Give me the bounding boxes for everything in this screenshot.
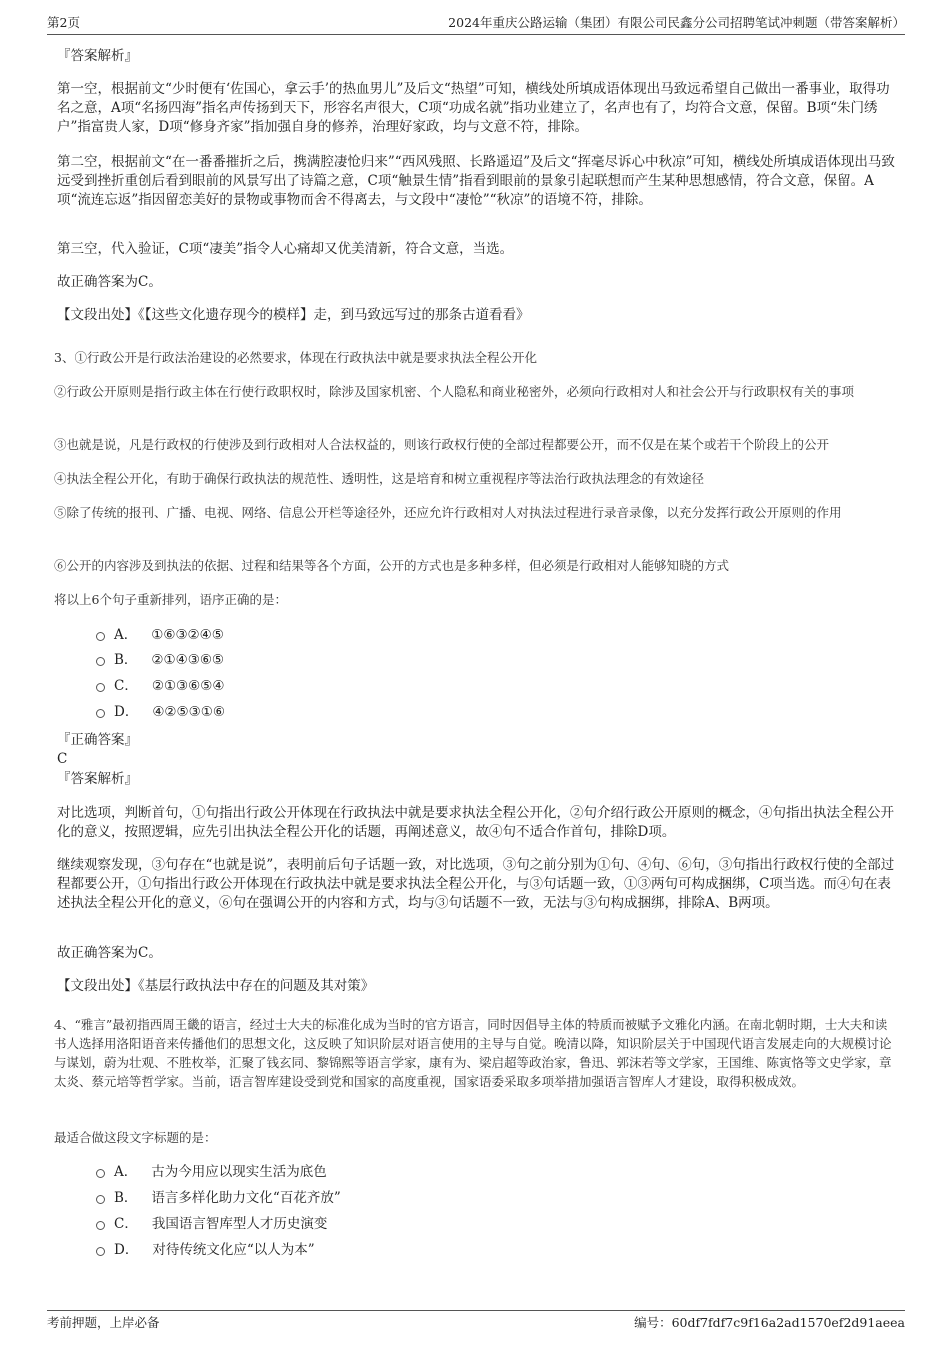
q2-answer-summary: 故正确答案为C。 bbox=[57, 274, 162, 290]
q4-option-a[interactable]: A． 古为今用应以现实生活为底色 bbox=[96, 1163, 327, 1181]
q3-sentence-3: ③也就是说，凡是行政权的行使涉及到行政相对人合法权益的，则该行政权行使的全部过程都要公开，而不仅是在某个或若干个阶段上的公开 bbox=[54, 437, 830, 452]
q2-analysis-heading: 『答案解析』 bbox=[57, 48, 138, 64]
page-footer bbox=[47, 1310, 905, 1333]
radio-icon[interactable] bbox=[96, 1195, 105, 1204]
q3-option-b[interactable]: B． ②①④③⑥⑤ bbox=[96, 651, 224, 669]
q3-sentence-4: ④执法全程公开化，有助于确保行政执法的规范性、透明性，这是培育和树立重视程序等法治行政执法理念的有效途径 bbox=[54, 471, 705, 486]
footer-slogan: 考前押题，上岸必备 bbox=[47, 1315, 160, 1330]
radio-icon[interactable] bbox=[96, 632, 105, 641]
q2-analysis-para1: 第一空，根据前文“少时便有‘佐国心，拿云手’的热血男儿”及后文“热望”可知，横线处所填成语体现出马致远希望自己做出一番事业，取得功名之意，A项“名扬四海”指名声传扬到天下，形容名声很大，C项“功成名就”指功业建立了，名声也有了，均符合文意，保留。B项“朱门绣户”指富贵人家，D项“修身齐家”指加强自身的修养，治理好家政，均与文意不符，排除。 bbox=[57, 81, 890, 135]
q4-stem: 4、“雅言”最初指西周王畿的语言，经过士大夫的标准化成为当时的官方语言，同时因倡导主体的特质而被赋予文雅化内涵。在南北朝时期，士大夫和读书人选择用洛阳语音来传播他们的思想文化，这反映了知识阶层对语言使用的主导与自觉。晚清以降，知识阶层关于中国现代语言发展走向的大规模讨论与谋划，蔚为壮观、不胜枚举，汇聚了钱玄同、黎锦熙等语言学家，康有为、梁启超等政治家，鲁迅、郭沫若等文学家，王国维、陈寅恪等文史学家，章太炎、蔡元培等哲学家。当前，语言智库建设受到党和国家的高度重视，国家语委采取多项举措加强语言智库人才建设，取得积极成效。 bbox=[54, 1017, 892, 1089]
radio-icon[interactable] bbox=[96, 1247, 105, 1256]
q3-option-d[interactable]: D． ④②⑤③①⑥ bbox=[96, 703, 225, 721]
q3-option-c[interactable]: C． ②①③⑥⑤④ bbox=[96, 677, 224, 695]
q3-answer-summary: 故正确答案为C。 bbox=[57, 945, 162, 961]
q3-analysis-para2: 继续观察发现，③句存在“也就是说”，表明前后句子话题一致，对比选项，③句之前分别为①句、④句、⑥句，③句指出行政权行使的全部过程都要公开，①句指出行政公开体现在行政执法中就是要求执法全程公开化，与③句话题一致，①③两句可构成捆绑，C项当选。而④句在表述执法全程公开化的意义，⑥句在强调公开的内容和方式，均与③句话题不一致，无法与③句构成捆绑，排除A、B两项。 bbox=[57, 857, 895, 911]
q3-sentence-1: 3、①行政公开是行政法治建设的必然要求，体现在行政执法中就是要求执法全程公开化 bbox=[54, 350, 537, 365]
q4-prompt: 最适合做这段文字标题的是： bbox=[54, 1130, 217, 1145]
radio-icon[interactable] bbox=[96, 709, 105, 718]
q2-source: 【文段出处】《【这些文化遗存现今的模样】走，到马致远写过的那条古道看看》 bbox=[57, 307, 530, 323]
q3-source: 【文段出处】《基层行政执法中存在的问题及其对策》 bbox=[57, 978, 375, 994]
q2-analysis-para2: 第二空，根据前文“在一番番摧折之后，携满腔凄怆归来”“西风残照、长路遥迢”及后文“挥毫尽诉心中秋凉”可知，横线处所填成语体现出马致远受到挫折重创后看到眼前的风景写出了诗篇之意，C项“触景生情”指看到眼前的景象引起联想而产生某种思想感情，符合文意，保留。A项“流连忘返”指因留恋美好的景物或事物而舍不得离去，与文段中“凄怆”“秋凉”的语境不符，排除。 bbox=[57, 154, 895, 208]
page-header bbox=[47, 14, 905, 35]
radio-icon[interactable] bbox=[96, 1169, 105, 1178]
q4-option-b[interactable]: B． 语言多样化助力文化“百花齐放” bbox=[96, 1189, 341, 1207]
q3-sentence-5: ⑤除了传统的报刊、广播、电视、网络、信息公开栏等途径外，还应允许行政相对人对执法过程进行录音录像，以充分发挥行政公开原则的作用 bbox=[54, 505, 842, 520]
document-title: 2024年重庆公路运输（集团）有限公司民鑫分公司招聘笔试冲刺题（带答案解析） bbox=[448, 15, 905, 30]
q3-sentence-2: ②行政公开原则是指行政主体在行使行政职权时，除涉及国家机密、个人隐私和商业秘密外，必须向行政相对人和社会公开与行政职权有关的事项 bbox=[54, 384, 855, 399]
q4-option-d[interactable]: D． 对待传统文化应“以人为本” bbox=[96, 1241, 315, 1259]
q3-answer: C bbox=[57, 751, 68, 767]
q3-answer-heading: 『正确答案』 bbox=[57, 732, 138, 748]
q4-option-c[interactable]: C． 我国语言智库型人才历史演变 bbox=[96, 1215, 327, 1233]
q3-analysis-para1: 对比选项，判断首句，①句指出行政公开体现在行政执法中就是要求执法全程公开化，②句介绍行政公开原则的概念，④句指出执法全程公开化的意义，按照逻辑，应先引出执法全程公开化的话题，再阐述意义，故④句不适合作首句，排除D项。 bbox=[57, 805, 894, 840]
q3-prompt: 将以上6个句子重新排列，语序正确的是： bbox=[54, 592, 287, 607]
q3-sentence-6: ⑥公开的内容涉及到执法的依据、过程和结果等各个方面，公开的方式也是多种多样，但必须是行政相对人能够知晓的方式 bbox=[54, 558, 730, 573]
page-number: 第2页 bbox=[47, 15, 80, 30]
radio-icon[interactable] bbox=[96, 683, 105, 692]
q2-analysis-para3: 第三空，代入验证，C项“凄美”指令人心痛却又优美清新，符合文意，当选。 bbox=[57, 241, 514, 257]
q3-analysis-heading: 『答案解析』 bbox=[57, 771, 138, 787]
q3-option-a[interactable]: A． ①⑥③②④⑤ bbox=[96, 626, 224, 644]
radio-icon[interactable] bbox=[96, 657, 105, 666]
document-code: 编号：60df7fdf7c9f16a2ad1570ef2d91aeea bbox=[634, 1315, 905, 1330]
radio-icon[interactable] bbox=[96, 1221, 105, 1230]
